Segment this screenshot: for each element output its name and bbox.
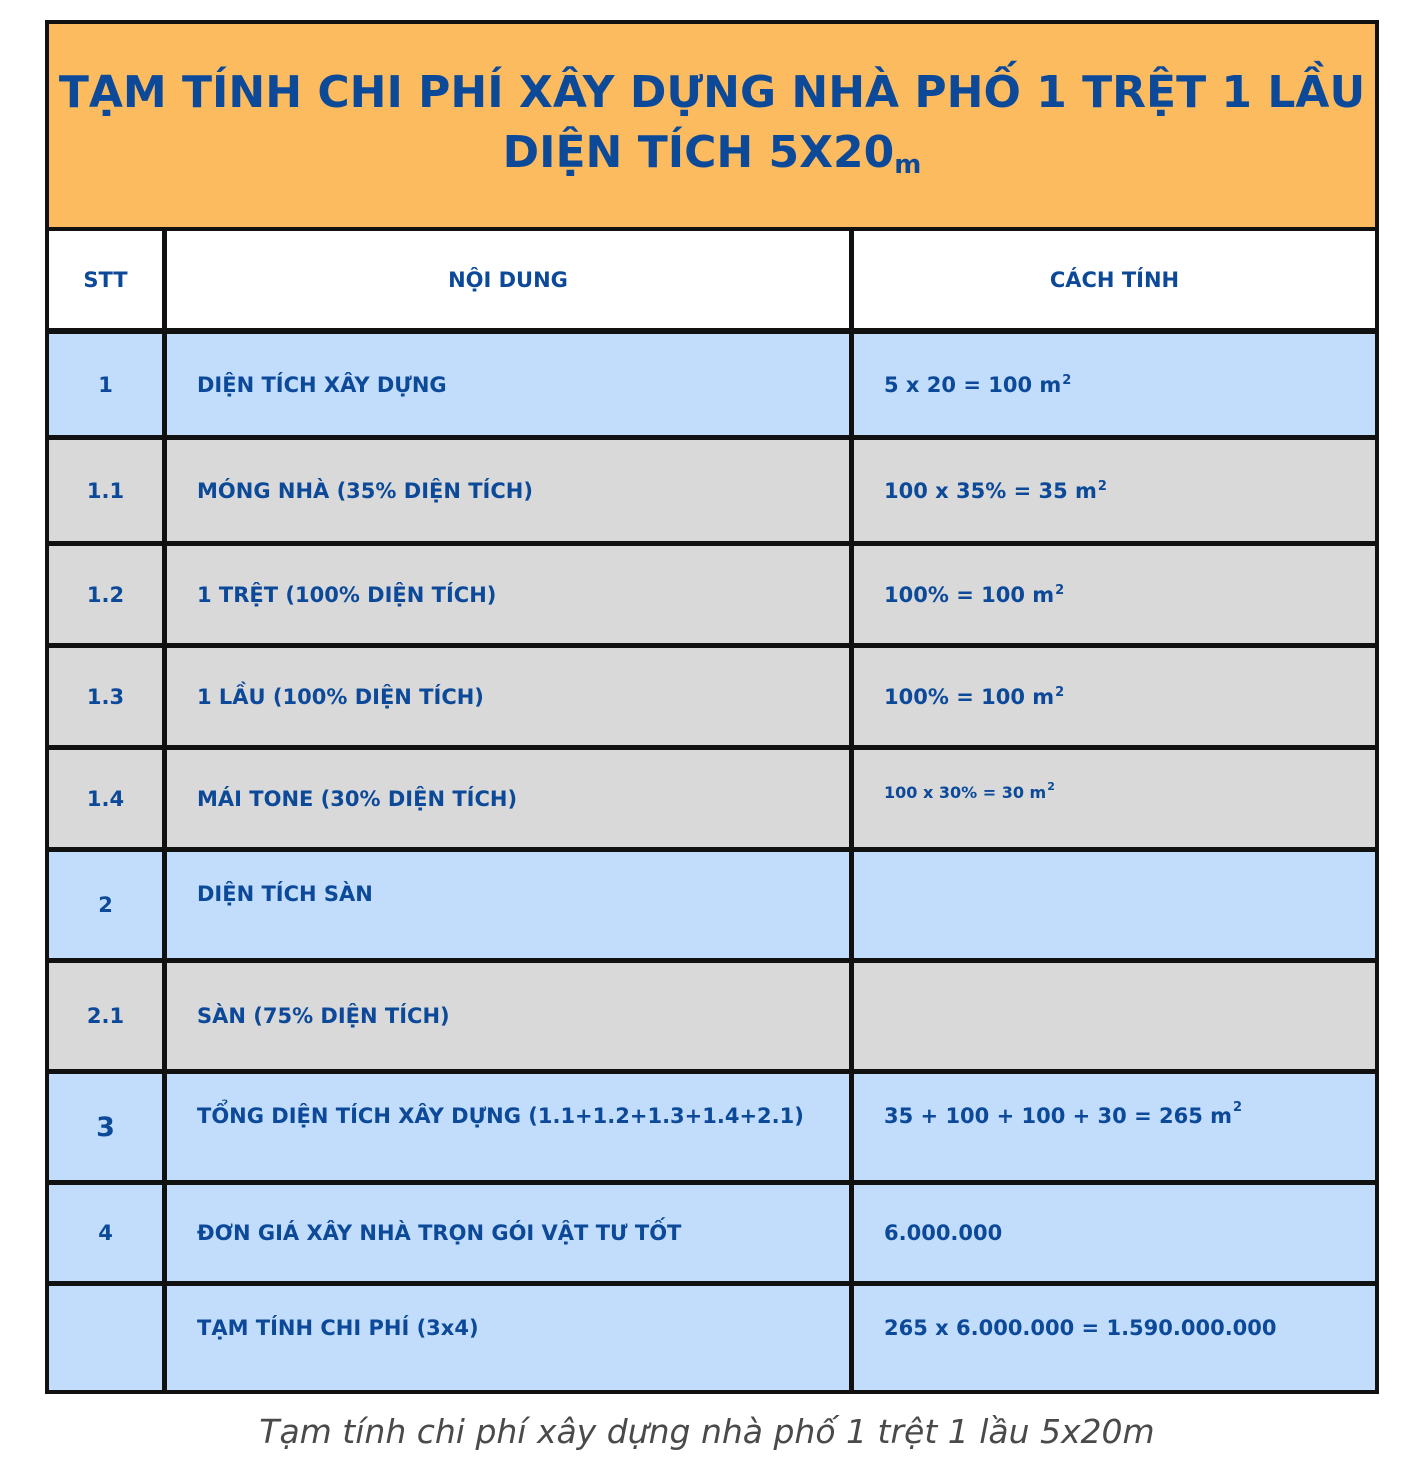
calc-text: 100% = 100 m: [884, 582, 1055, 607]
row-calc: [854, 440, 1375, 541]
superscript: 2: [1047, 780, 1055, 793]
row-content: ĐƠN GIÁ XÂY NHÀ TRỌN GÓI VẬT TƯ TỐT: [167, 1185, 849, 1281]
header-content: NỘI DUNG: [167, 231, 849, 328]
calc-text: 100 x 30% = 30 m: [884, 783, 1047, 802]
row-calc: [854, 648, 1375, 745]
row-calc: [854, 334, 1375, 435]
superscript: 2: [1233, 1100, 1243, 1115]
row-calc: [854, 963, 1375, 1069]
row-stt: 2: [49, 852, 162, 958]
row-content: TỔNG DIỆN TÍCH XÂY DỰNG (1.1+1.2+1.3+1.4+2.1): [167, 1074, 849, 1180]
row-calc: 6.000.000: [854, 1185, 1375, 1281]
calc-text: 100 x 35% = 35 m: [884, 478, 1097, 503]
calc-text: 5 x 20 = 100 m: [884, 372, 1062, 397]
calc-text: 100% = 100 m: [884, 684, 1055, 709]
row-calc: [854, 852, 1375, 958]
row-stt: 1: [49, 334, 162, 435]
row-content: DIỆN TÍCH XÂY DỰNG: [167, 334, 849, 435]
row-stt: 3: [49, 1074, 162, 1180]
title-line-1: TẠM TÍNH CHI PHÍ XÂY DỰNG NHÀ PHỐ 1 TRỆT 1 LẦU: [58, 66, 1366, 118]
row-content: MÓNG NHÀ (35% DIỆN TÍCH): [167, 440, 849, 541]
row-stt: 2.1: [49, 963, 162, 1069]
row-stt: 4: [49, 1185, 162, 1281]
superscript: 2: [1062, 373, 1072, 388]
table-title: [49, 24, 1375, 227]
row-content: MÁI TONE (30% DIỆN TÍCH): [167, 750, 849, 847]
title-line-2: [503, 123, 922, 189]
superscript: 2: [1097, 479, 1107, 494]
superscript: 2: [1055, 685, 1065, 700]
row-stt: [49, 1286, 162, 1390]
row-calc: [854, 750, 1375, 847]
title-unit: m: [894, 149, 922, 180]
row-calc: 265 x 6.000.000 = 1.590.000.000: [854, 1286, 1375, 1390]
row-calc: [854, 546, 1375, 643]
row-stt: 1.1: [49, 440, 162, 541]
superscript: 2: [1055, 583, 1065, 598]
row-content: DIỆN TÍCH SÀN: [167, 852, 849, 958]
row-content: 1 LẦU (100% DIỆN TÍCH): [167, 648, 849, 745]
row-content: SÀN (75% DIỆN TÍCH): [167, 963, 849, 1069]
row-calc: [854, 1074, 1375, 1180]
row-stt: 1.2: [49, 546, 162, 643]
row-stt: 1.4: [49, 750, 162, 847]
figure-caption: Tạm tính chi phí xây dựng nhà phố 1 trệt 1 lầu 5x20m: [259, 1412, 1155, 1451]
row-content: 1 TRỆT (100% DIỆN TÍCH): [167, 546, 849, 643]
calc-text: 35 + 100 + 100 + 30 = 265 m: [884, 1104, 1233, 1128]
title-line-2-text: DIỆN TÍCH 5X20: [502, 126, 895, 178]
header-calc: CÁCH TÍNH: [854, 231, 1375, 328]
cost-table: [45, 20, 1379, 1394]
row-stt: 1.3: [49, 648, 162, 745]
header-stt: STT: [49, 231, 162, 328]
row-content: TẠM TÍNH CHI PHÍ (3x4): [167, 1286, 849, 1390]
